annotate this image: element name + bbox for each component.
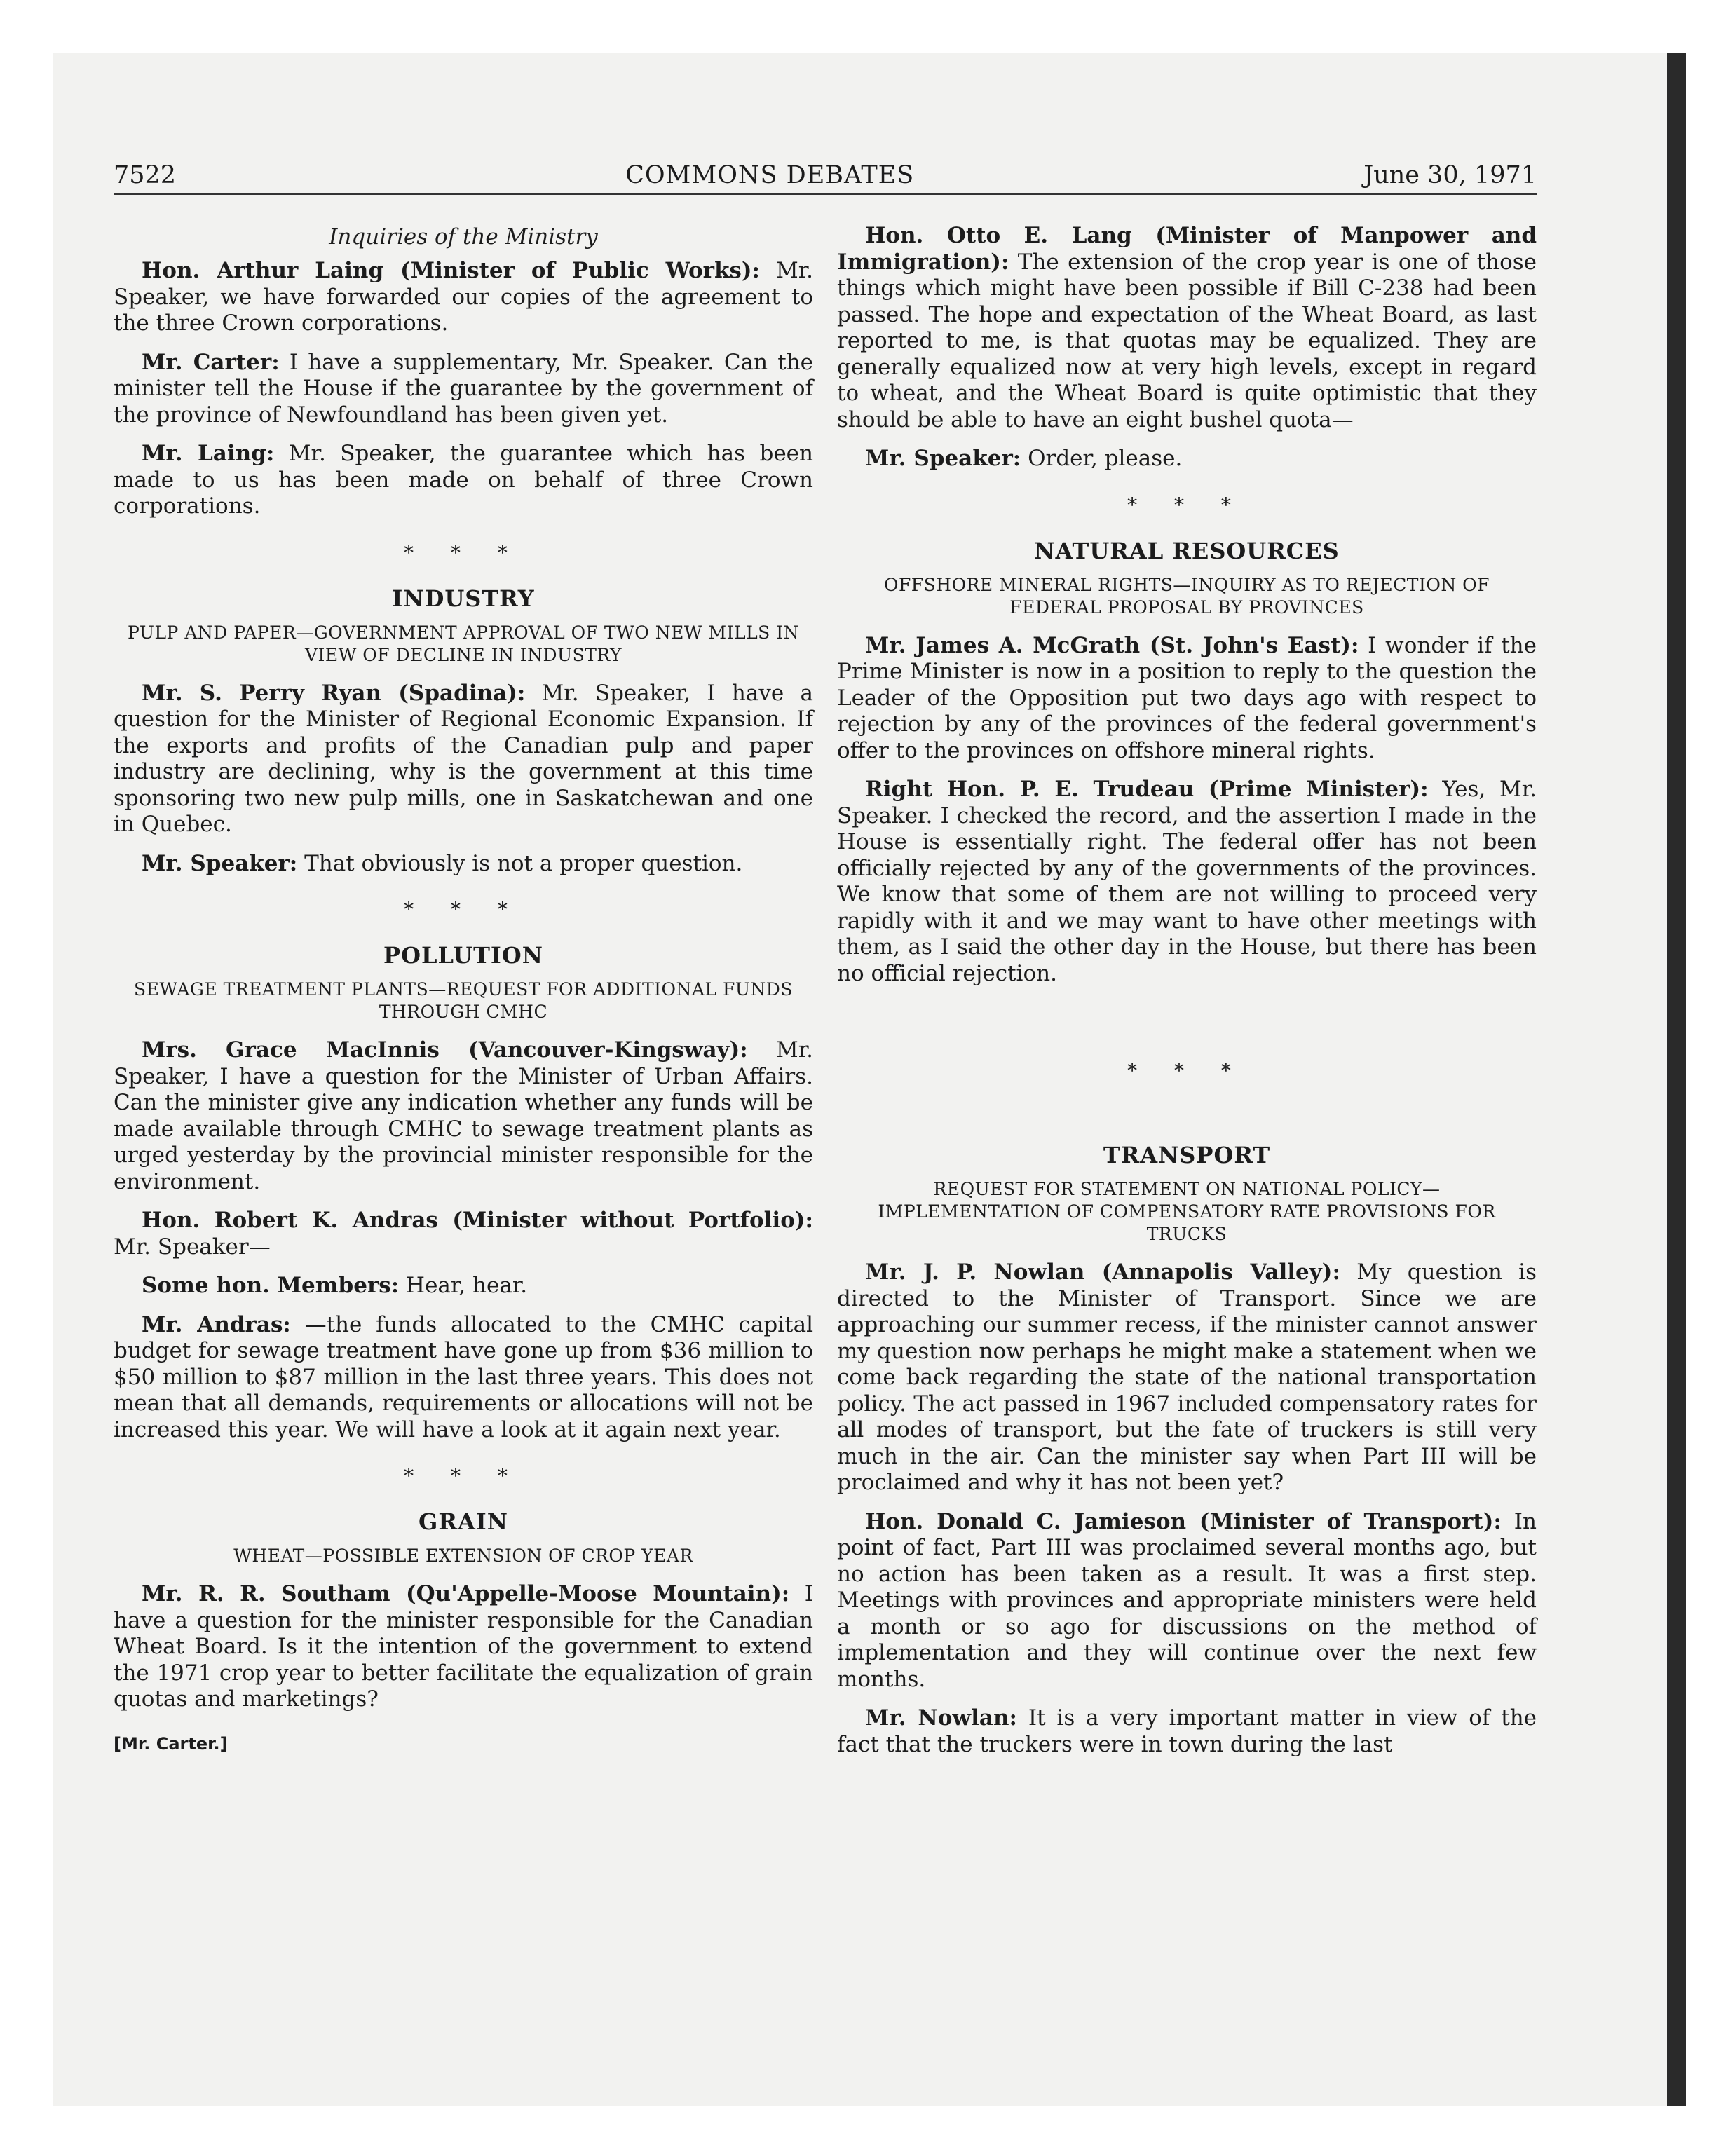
scan-edge-shadow [1667, 53, 1686, 2106]
speech-paragraph [837, 223, 1537, 433]
speech-paragraph [114, 1273, 813, 1299]
speaker-name: Mr. S. Perry Ryan (Spadina): [142, 680, 526, 706]
page-date: June 30, 1971 [1363, 161, 1537, 189]
page-number: 7522 [114, 161, 177, 189]
vertical-gap [837, 1102, 1537, 1140]
speech-text: My question is directed to the Minister of Transport. Since we are approaching our summer recess, if the minister cannot answer my question now perhaps he might make a statement when we come back regarding the state of the national transportation policy. The act passed in 1967 included compensatory rates for all modes of transport, but the fate of truckers is still very much in the air. Can the minister say when Part III will be proclaimed and why it has not been yet? [837, 1260, 1537, 1495]
speaker-name: Hon. Otto E. Lang (Minister of Manpower and Immigration): [837, 223, 1537, 275]
topic-subheading: REQUEST FOR STATEMENT ON NATIONAL POLICY—IMPLEMENTATION OF COMPENSATORY RATE PROVISIONS FOR TRUCKS [878, 1179, 1496, 1244]
speech-paragraph [114, 441, 813, 520]
speech-paragraph [114, 1208, 813, 1260]
speech-paragraph [837, 777, 1537, 987]
speaker-name: Mr. Andras: [142, 1311, 291, 1337]
section-separator: * * * [404, 898, 523, 921]
speech-text: Yes, Mr. Speaker. I checked the record, and the assertion I made in the House is essentially right. The federal offer has not been officially rejected by any of the governments of the provinces. We know that some of them are not willing to proceed very rapidly with it and we may want to have other meetings with them, as I said the other day in the House, but there has been no official rejection. [837, 777, 1537, 986]
speech-paragraph [114, 258, 813, 337]
topic-subheading: SEWAGE TREATMENT PLANTS—REQUEST FOR ADDITIONAL FUNDS THROUGH CMHC [134, 979, 793, 1022]
speech-paragraph [114, 1581, 813, 1713]
speech-text: Order, please. [1021, 446, 1183, 471]
speaker-name: Mr. Carter: [142, 349, 280, 375]
speaker-name: Mr. Speaker: [142, 850, 298, 876]
speech-paragraph [837, 1260, 1537, 1496]
right-column [837, 223, 1537, 1770]
speech-paragraph [114, 1037, 813, 1195]
speech-text: The extension of the crop year is one of those things which might have been possible if Bill C-238 had been passed. The hope and expectation of the Wheat Board, as last reported to me, is that quotas may be equalized. They are generally equalized now at very high levels, except in regard to wheat, and the Wheat Board is quite optimistic that they should be able to have an eight bushel quota— [837, 249, 1537, 432]
section-separator: * * * [1127, 493, 1246, 517]
speech-text: Mr. Speaker, I have a question for the Minister of Regional Economic Expansion. If the exports and profits of the Canadian pulp and paper industry are declining, why is the government at this time sponsoring two new pulp mills, one in Saskatchewan and one in Quebec. [114, 680, 813, 837]
speech-text: It is a very important matter in view of the fact that the truckers were in town during the last [837, 1705, 1537, 1757]
topic-subheading: OFFSHORE MINERAL RIGHTS—INQUIRY AS TO REJECTION OF FEDERAL PROPOSAL BY PROVINCES [883, 574, 1490, 618]
speech-text: Mr. Speaker, I have a question for the Minister of Urban Affairs. Can the minister give any indication whether any funds will be made available through CMHC to sewage treatment plants as urged yesterday by the provincial minister responsible for the environment. [114, 1037, 813, 1194]
speech-paragraph [837, 633, 1537, 765]
page-header [114, 160, 1537, 195]
speech-text: —the funds allocated to the CMHC capital budget for sewage treatment have gone up from $36 million to $50 million to $87 million in the last three years. This does not mean that all demands, requirements or allocations will not be increased this year. We will have a look at it again next year. [114, 1311, 813, 1442]
speech-paragraph [114, 851, 813, 878]
topic-heading-industry: INDUSTRY [392, 585, 535, 612]
speaker-name: Mr. J. P. Nowlan (Annapolis Valley): [865, 1260, 1340, 1285]
topic-heading-pollution: POLLUTION [383, 942, 543, 969]
speech-paragraph [114, 1312, 813, 1444]
speaker-name: Some hon. Members: [142, 1273, 400, 1298]
topic-heading-natural-resources: NATURAL RESOURCES [1034, 537, 1340, 564]
speaker-name: Mr. Nowlan: [865, 1705, 1017, 1731]
speaker-name: Hon. Arthur Laing (Minister of Public Works): [142, 258, 760, 283]
speech-text: Mr. Speaker— [114, 1234, 271, 1260]
speaker-name: Hon. Robert K. Andras (Minister without Portfolio): [142, 1208, 813, 1233]
speaker-name: Mrs. Grace MacInnis (Vancouver-Kingsway): [142, 1037, 748, 1063]
speech-text: I wonder if the Prime Minister is now in a position to reply to the question the Leader of the Opposition put two days ago with respect to rejection by any of the provinces of the federal government's offer to the provinces on offshore mineral rights. [837, 632, 1537, 763]
section-separator: * * * [404, 1464, 523, 1487]
speech-paragraph [114, 681, 813, 838]
publication-title: COMMONS DEBATES [625, 161, 915, 189]
speaker-name: Mr. Speaker: [865, 446, 1021, 471]
speech-text: I have a question for the minister responsible for the Canadian Wheat Board. Is it the intention of the government to extend the 1971 crop year to better facilitate the equalization of grain quotas and marketings? [114, 1581, 813, 1712]
left-column [114, 223, 813, 1770]
section-separator: * * * [1127, 1059, 1246, 1082]
speaker-name: Mr. James A. McGrath (St. John's East): [865, 632, 1359, 658]
document-page [114, 160, 1537, 1757]
speech-text: In point of fact, Part III was proclaimed several months ago, but no action has been taken as a result. It was a first step. Meetings with provinces and appropriate ministers were held a month or so ago for discussions on the method of implementation and they will continue over the next few months. [837, 1508, 1537, 1692]
two-column-body [114, 223, 1537, 1770]
speech-text: That obviously is not a proper question. [297, 850, 743, 876]
vertical-gap [837, 999, 1537, 1038]
speech-text: Mr. Speaker, the guarantee which has been made to us has been made on behalf of three Crown corporations. [114, 441, 813, 519]
section-subhead: Inquiries of the Ministry [329, 224, 598, 250]
topic-subheading: PULP AND PAPER—GOVERNMENT APPROVAL OF TWO NEW MILLS IN VIEW OF DECLINE IN INDUSTRY [128, 622, 799, 665]
speaker-name: Mr. Laing: [142, 441, 275, 466]
section-separator: * * * [404, 540, 523, 564]
speaker-name: Hon. Donald C. Jamieson (Minister of Transport): [865, 1508, 1502, 1534]
speech-paragraph [114, 350, 813, 429]
speech-text: I have a supplementary, Mr. Speaker. Can the minister tell the House if the guarantee by the government of the province of Newfoundland has been given yet. [114, 349, 814, 428]
footer-speaker-reference: [Mr. Carter.] [114, 1733, 228, 1754]
speech-paragraph [837, 446, 1537, 472]
topic-heading-grain: GRAIN [419, 1508, 508, 1535]
speech-paragraph [837, 1705, 1537, 1758]
topic-heading-transport: TRANSPORT [1103, 1142, 1271, 1168]
speaker-name: Mr. R. R. Southam (Qu'Appelle-Moose Mountain): [142, 1581, 790, 1606]
speech-text: Mr. Speaker, we have forwarded our copies of the agreement to the three Crown corporations. [114, 258, 813, 336]
speech-text: Hear, hear. [399, 1273, 528, 1298]
topic-subheading: WHEAT—POSSIBLE EXTENSION OF CROP YEAR [233, 1546, 693, 1566]
speech-paragraph [837, 1509, 1537, 1693]
speaker-name: Right Hon. P. E. Trudeau (Prime Minister): [865, 777, 1429, 802]
